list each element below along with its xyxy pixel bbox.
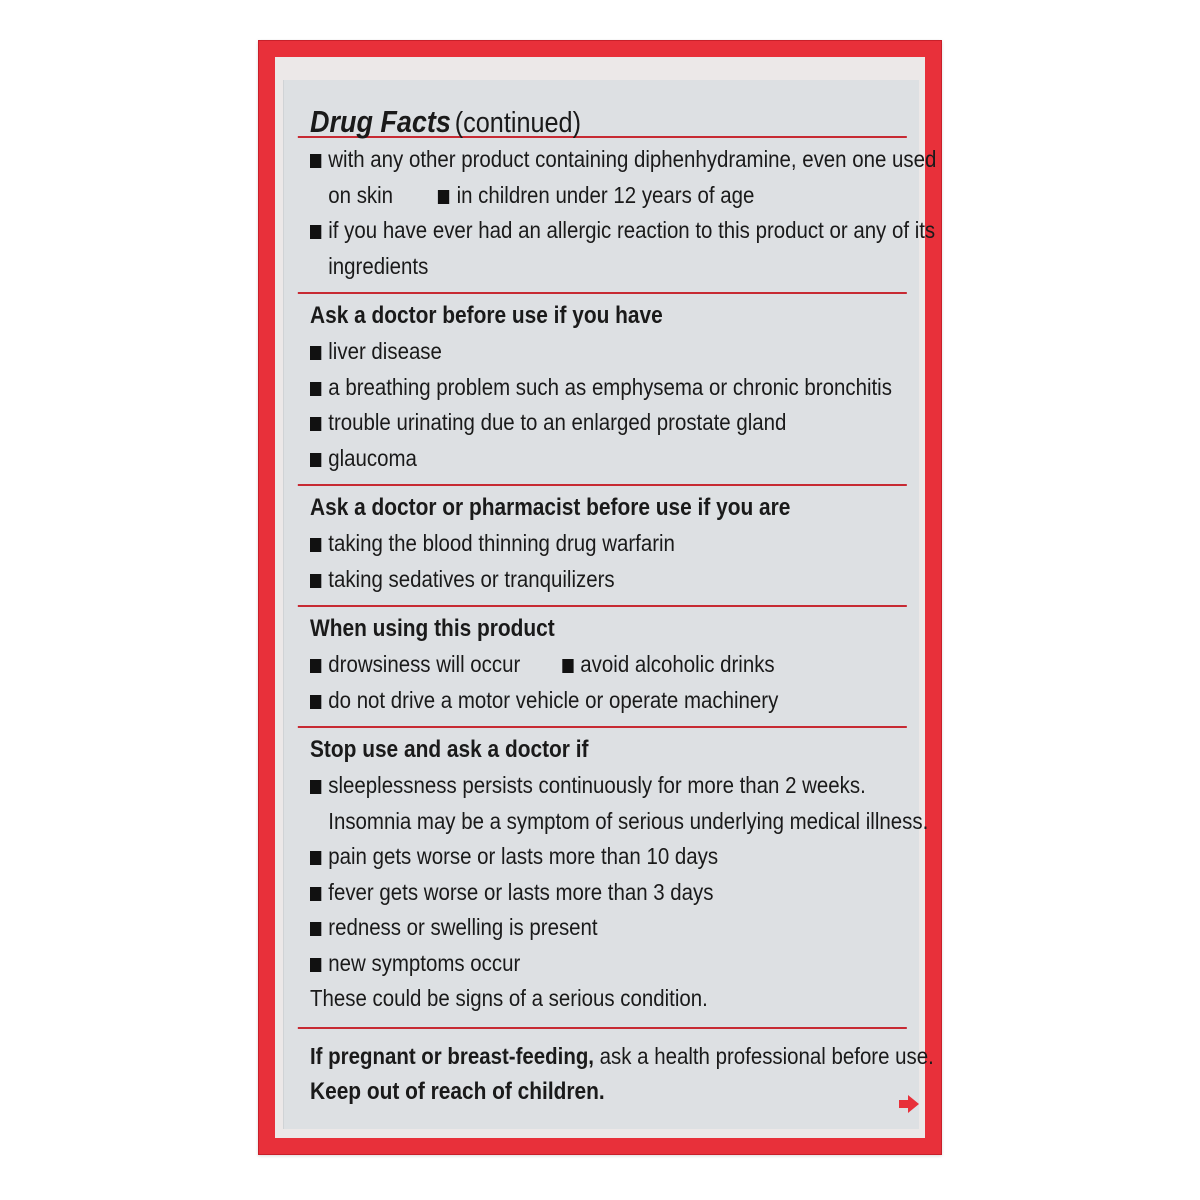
ask-pharmacist-section xyxy=(310,486,902,597)
continue-arrow-icon xyxy=(899,1100,908,1108)
title-sub: (continued) xyxy=(454,107,581,139)
bullet-icon xyxy=(310,958,321,972)
list-item: do not drive a motor vehicle or operate machinery xyxy=(310,683,902,719)
stop-use-section xyxy=(310,728,929,1017)
list-item: glaucoma xyxy=(310,441,902,477)
bullet-icon xyxy=(310,154,321,168)
section-heading: Ask a doctor or pharmacist before use if you are xyxy=(310,494,791,521)
bullet-icon xyxy=(310,695,321,709)
section-heading: Stop use and ask a doctor if xyxy=(310,736,589,763)
bullet-icon xyxy=(310,417,321,431)
section-heading: Ask a doctor before use if you have xyxy=(310,302,663,329)
list-item: taking sedatives or tranquilizers xyxy=(310,562,902,598)
bullet-icon xyxy=(438,190,449,204)
stop-use-footer: These could be signs of a serious condition. xyxy=(310,985,708,1011)
drug-facts-content xyxy=(310,80,937,1110)
continue-arrow-head-icon xyxy=(908,1095,919,1113)
bullet-icon xyxy=(310,574,321,588)
drug-facts-title xyxy=(310,80,902,139)
title-main: Drug Facts xyxy=(310,104,451,139)
list-item: redness or swelling is present xyxy=(310,910,902,946)
bullet-icon xyxy=(310,851,321,865)
list-item: taking the blood thinning drug warfarin xyxy=(310,526,902,562)
list-item: with any other product containing diphenhydramine, even one used xyxy=(310,142,902,178)
when-using-section xyxy=(310,607,902,718)
bullet-icon xyxy=(310,887,321,901)
ask-doctor-section xyxy=(310,294,902,476)
list-item: Insomnia may be a symptom of serious underlying medical illness. xyxy=(328,807,929,834)
bullet-icon xyxy=(310,538,321,552)
list-item: ingredients xyxy=(328,252,429,279)
list-item: sleeplessness persists continuously for more than 2 weeks. xyxy=(310,768,902,804)
list-item: a breathing problem such as emphysema or chronic bronchitis xyxy=(310,370,902,406)
bullet-icon xyxy=(310,659,321,673)
list-item: drowsiness will occur avoid alcoholic drinks xyxy=(310,647,902,683)
bullet-icon xyxy=(310,346,321,360)
list-item: fever gets worse or lasts more than 3 days xyxy=(310,875,902,911)
bullet-icon xyxy=(310,922,321,936)
pregnant-warning: If pregnant or breast-feeding, ask a health professional before use. xyxy=(310,1042,934,1069)
list-item: liver disease xyxy=(310,334,902,370)
bullet-icon xyxy=(310,225,321,239)
list-item: if you have ever had an allergic reaction to this product or any of its xyxy=(310,213,902,249)
list-item: new symptoms occur xyxy=(310,946,902,982)
list-item: pain gets worse or lasts more than 10 days xyxy=(310,839,902,875)
warnings-top-section xyxy=(310,138,937,284)
keep-out-warning: Keep out of reach of children. xyxy=(310,1078,605,1105)
list-item: on skin in children under 12 years of age xyxy=(328,181,755,208)
list-item: trouble urinating due to an enlarged prostate gland xyxy=(310,405,902,441)
drug-facts-panel xyxy=(283,80,937,1129)
box-frame xyxy=(275,57,937,1138)
drug-facts-box xyxy=(258,40,942,1155)
section-heading: When using this product xyxy=(310,615,555,642)
closing-section xyxy=(310,1029,934,1111)
bullet-icon xyxy=(562,659,573,673)
bullet-icon xyxy=(310,780,321,794)
bullet-icon xyxy=(310,453,321,467)
bullet-icon xyxy=(310,382,321,396)
